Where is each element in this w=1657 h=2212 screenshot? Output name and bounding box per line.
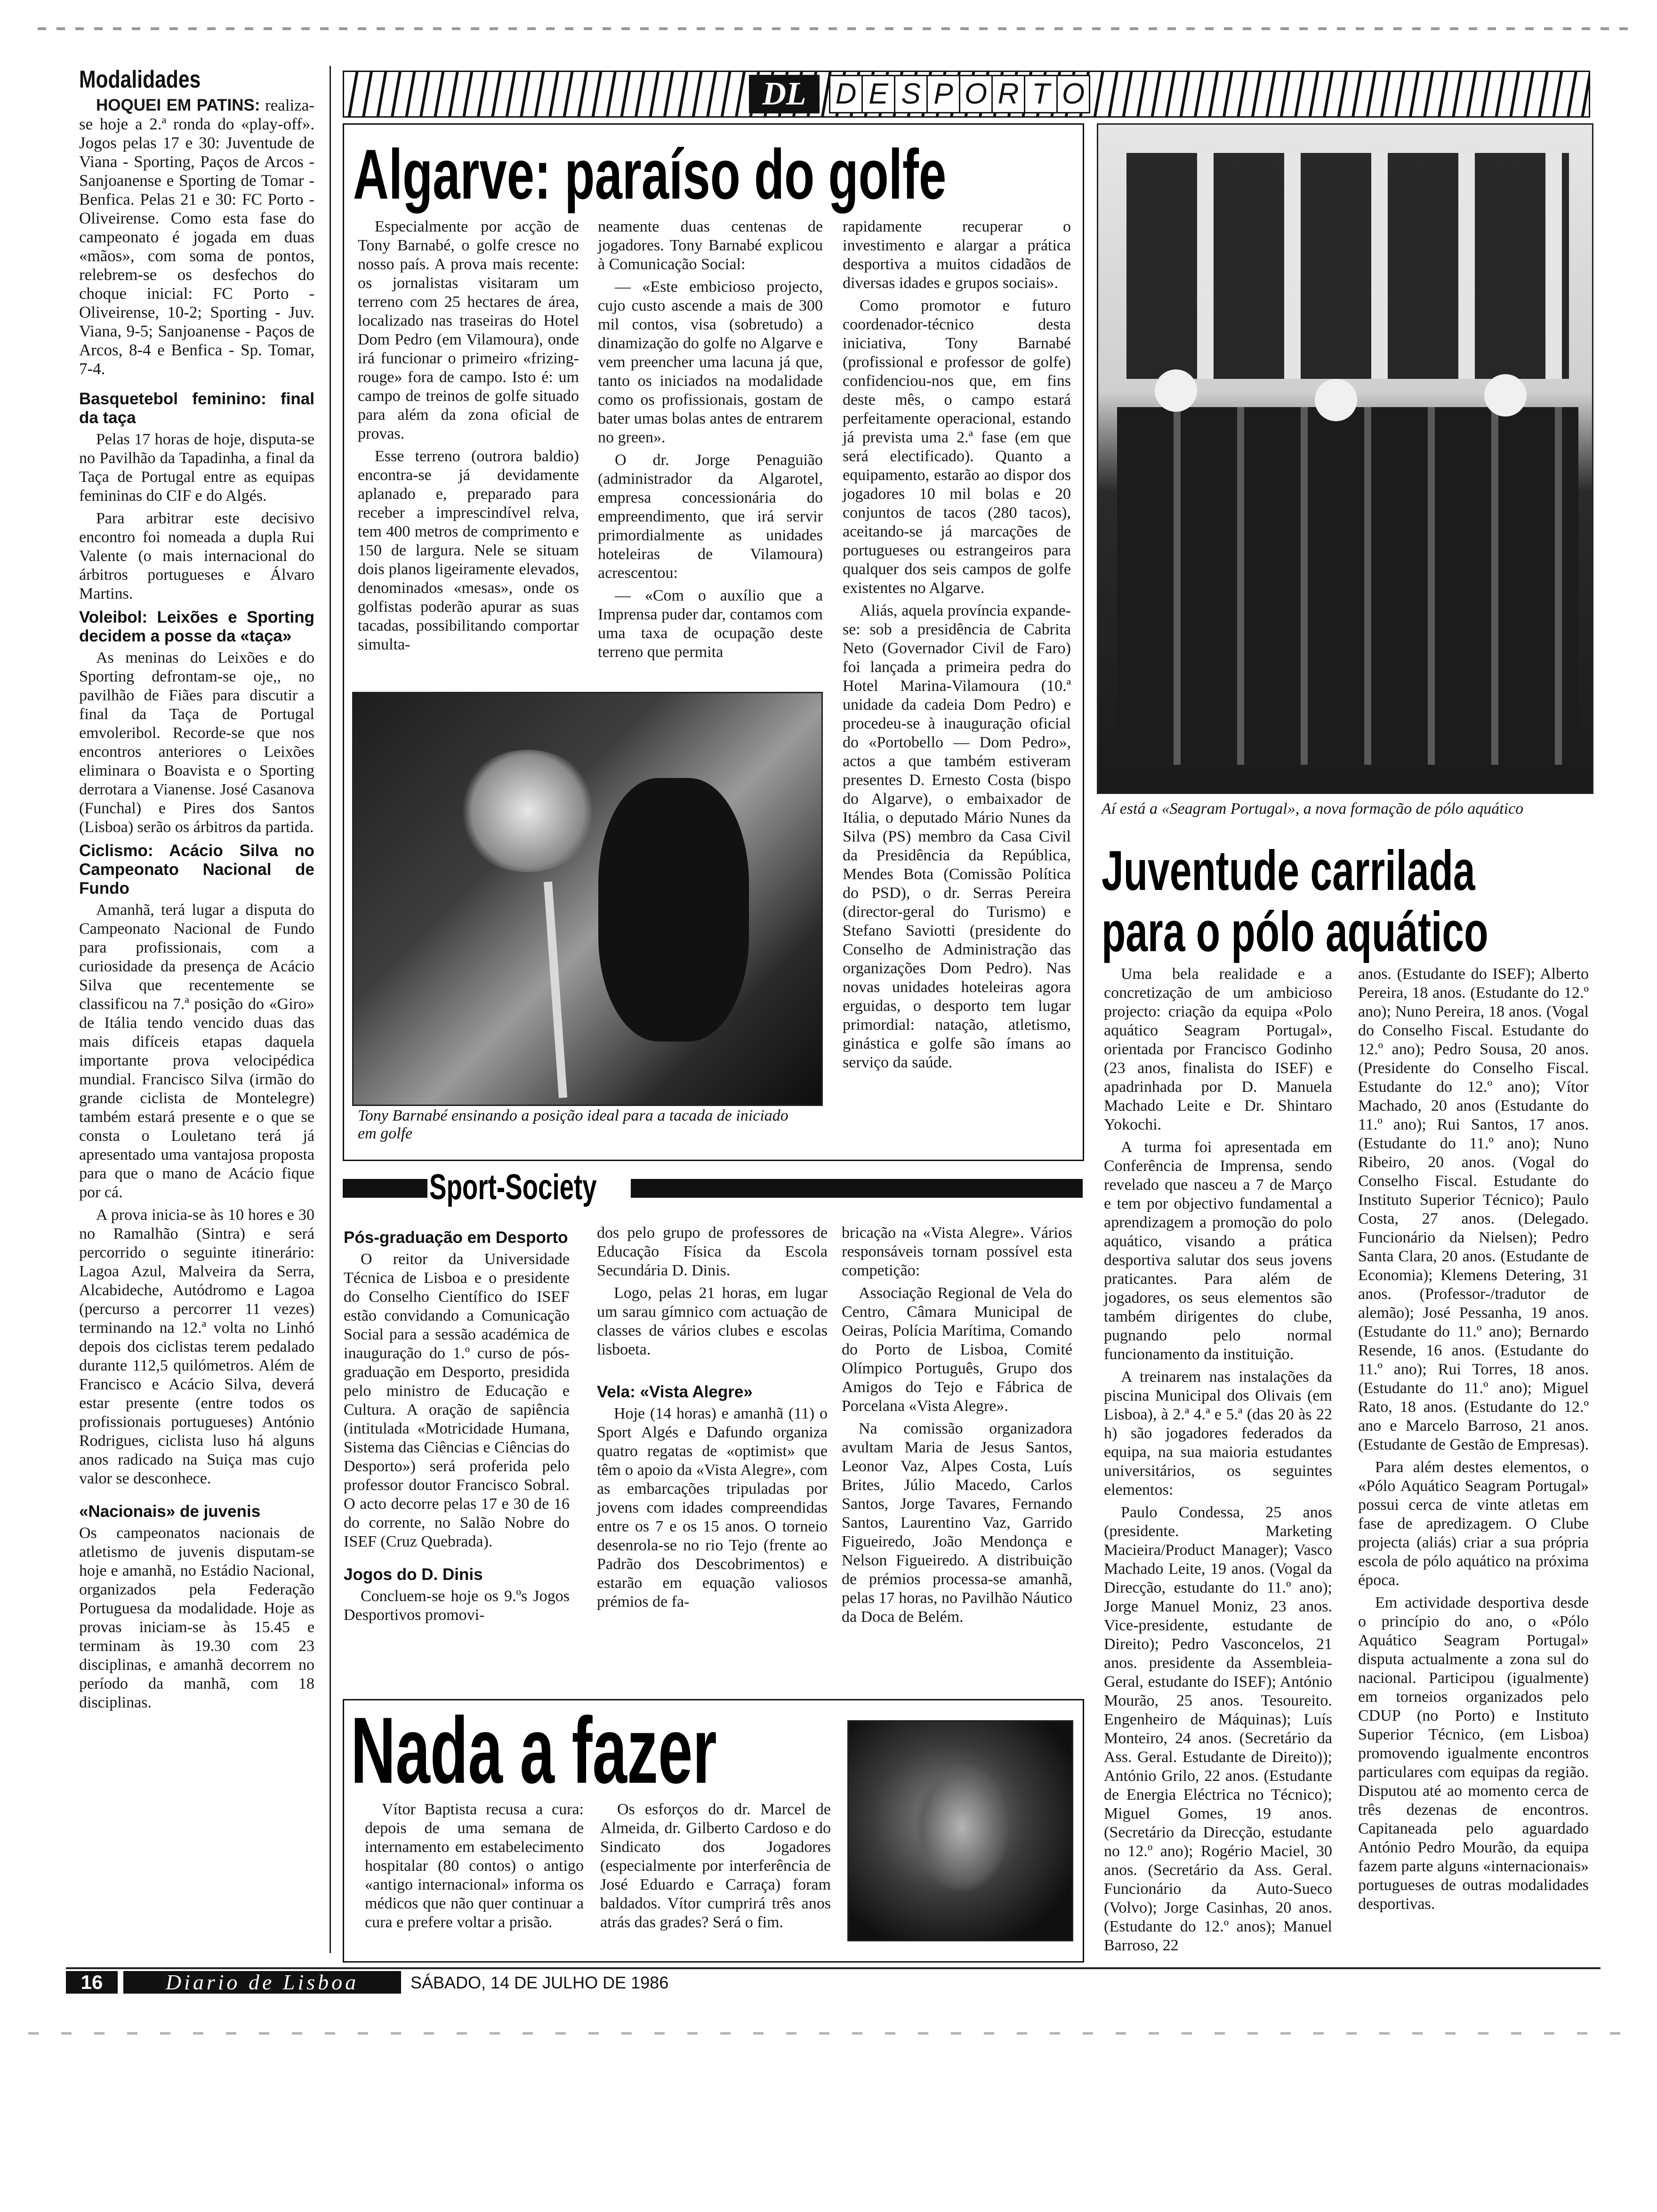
society-bar-right — [631, 1179, 1083, 1198]
society-col-2: dos pelo grupo de professores de Educação Física da Escola Secundária D. Dinis. Logo, pelas 21 horas, em lugar um sarau gímnico com actuação de classes de vários clubes e escolas lisboeta. Vela: «Vista Alegre» Hoje (14 horas) e amanhã (11) o Sport Algés e Dafundo organiza quatro regatas de «optimist» que têm o apoio da «Vista Alegre», com as embarcações tripuladas por jovens com idades compreendidas entre os 7 e os 15 anos. O torneio desenrola-se no rio Tejo (frente ao Padrão dos Descobrimentos) e estarão em equação valiosos prémios de fa- — [597, 1224, 828, 1611]
basket-p2: Para arbitrar este decisivo encontro foi nomeada a dupla Rui Valente (o mais internacional do árbitros portugueses e Álvaro Martins. — [79, 510, 314, 602]
section-letter: O — [1056, 75, 1090, 113]
section-logo: DL — [749, 75, 820, 113]
golf-headline: Algarve: paraíso do golfe — [353, 135, 947, 214]
juvenis-title: «Nacionais» de juvenis — [79, 1502, 261, 1521]
juvenis-p1: Os campeonatos nacionais de atletismo de juvenis disputam-se hoje e amanhã, no Estádio Nacional, organizados pela Federação Portuguesa da modalidade. Hoje as provas iniciam-se às 15.45 e terminam às 19.30 com 23 disciplinas, e amanhã decorrem no período da manhã, com 18 disciplinas. — [79, 1524, 314, 1711]
polo-headline-2: para o pólo aquático — [1102, 900, 1488, 963]
golf-col-2: neamente duas centenas de jogadores. Tony Barnabé explicou à Comunicação Social: — «Este embicioso projecto, cujo custo ascende a mais de 300 mil contos, visa (sobretudo) a dinamização do golfe no Algarve e vem preencher uma lacuna já que, tanto os iniciados na modalidade como os profissionais, gostam de bater umas bolas antes de entrarem no green». O dr. Jorge Penaguião (administrador da Algarotel, empresa concessionária do empreendimento, que irá servir primordialmente as unidades hoteleiras de Vilamoura) acrescentou: — «Com o auxílio que a Imprensa puder dar, contamos com uma taxa de ocupação deste terreno que permita — [598, 218, 823, 661]
volley-p1: As meninas do Leixões e do Sporting defrontam-se oje,, no pavilhão de Fiães para discutir a final da Taça de Portugal emvoleribol. Recorde-se que nos encontros anteriores o Leixões eliminara o Boavista e o Sporting derrotara a Vianense. José Casanova (Funchal) e Pires dos Santos (Lisboa) serão os árbitros da partida. — [79, 649, 314, 836]
page-number: 16 — [66, 1971, 118, 1994]
nada-col-1: Vítor Baptista recusa a cura: depois de uma semana de internamento em estabelecimento hospitalar (80 contos) o antigo «antigo internacional» informa os médicos que não quer continuar a cura e prefere voltar a prisão. — [365, 1801, 584, 1931]
bottom-scan-marks — [28, 2032, 1629, 2035]
polo-col-1: Uma bela realidade e a concretização de um ambicioso projecto: criação da equipa «Polo aquático Seagram Portugal», orientada por Francisco Godinho (23 anos, finalista do ISEF) e apadrinhada por D. Manuela Machado Leite e Dr. Shintaro Yokochi. A turma foi apresentada em Conferência de Imprensa, sendo revelado que nasceu a 7 de Março e tem por objectivo fundamental a aprendizagem a promoção do polo aquático, visando a prática desportiva salutar dos seus jovens praticantes. Para além de jogadores, os seus elementos são também dirigentes do clube, pugnando pelo normal funcionamento da instituição. A treinarem nas instalações da piscina Municipal dos Olivais (em Lisboa), à 2.ª 4.ª e 5.ª (das 20 às 22 h) são jogadores federados da equipa, na sua maioria estudantes universitários, os seguintes elementos: Paulo Condessa, 25 anos (presidente. Marketing Macieira/Product Manager); Vasco Machado Leite, 19 anos. (Vogal da Direcção, estudante do 11.º ano); Jorge Manuel Moniz, 23 anos. Vice-presidente, estudante de Direito); Pedro Vasconcelos, 21 anos. presidente da Assembleia-Geral, estudante do ISEF); António Mourão, 25 anos. Tesoureito. Engenheiro de Máquinas); Luís Monteiro, 24 anos. (Secretário da Ass. Geral. Estudante de Direito)); António Grilo, 22 anos. (Estudante de Energia Eléctrica no Técnico); Miguel Gomes, 19 anos. (Secretário da Direcção, estudante no 12.º ano); Rogério Maciel, 30 anos. (Secretário da Ass. Geral. Funcionário da Auto-Sueco (Volvo); Jorge Casinhas, 20 anos. (Estudante do 12.º anos); Manuel Barroso, 22 — [1104, 965, 1332, 1954]
polo-headline-1: Juventude carrilada — [1102, 839, 1475, 902]
footer-rule — [66, 1967, 1601, 1969]
polo-col-2: anos. (Estudante do ISEF); Alberto Pereira, 18 anos. (Estudante do 12.º ano); Nuno Pereira, 18 anos. (Vogal do Conselho Fiscal. Estudante do 12.º ano); Pedro Sousa, 20 anos. (Presidente do Conselho Fiscal. Estudante do 12.º ano); Vítor Machado, 20 anos (Estudante do 11.º ano); Rui Santos, 17 anos. (Estudante do 11.º ano); Nuno Ribeiro, 20 anos. (Vogal do Conselho Fiscal. Estudante do Instituto Superior Técnico); Paulo Costa, 27 anos. (Delegado. Funcionário da Nielsen); Pedro Santa Clara, 20 anos. (Estudante de Economia); Klemens Detering, 31 anos. (Professor-/tradutor de alemão); José Pessanha, 19 anos. (Estudante do 11.º ano); Bernardo Resende, 16 anos. (Estudante do 11.º ano); Rui Torres, 18 anos. (Estudante do 11.º ano); Miguel Rato, 18 anos. (Estudante do 12.º ano e Marcelo Barroso, 21 anos. (Estudante de Gestão de Empresas). Para além destes elementos, o «Pólo Aquático Seagram Portugal» possui cerca de vinte atletas em fase de apredizagem. O Clube projecta (aliás) criar a sua própria escola de pólo aquático na próxima época. Em actividade desportiva desde o princípio do ano, o «Pólo Aquático Seagram Portugal» disputa actualmente a zona sul do nacional. Participou (igualmente) em torneios organizados pelo CDUP (no Porto) e Instituto Superior Técnico, (em Lisboa) promovendo igualmente encontros particulares com equipas da região. Disputou até ao momento cerca de três dezenas de encontros. Capitaneada pelo aguardado António Pedro Mourão, da equipa fazem parte alguns «internacionais» portugueses de outras modalidades desportivas. — [1358, 965, 1589, 1913]
cycling-p1: Amanhã, terá lugar a disputa do Campeonato Nacional de Fundo para profissionais, com a curiosidade da presença de Acácio Silva que recentemente se classificou na 7.ª posição do «Giro» de Itália tendo vencido duas das mais difíceis etapas daquela importante prova velocipédica mundial. Francisco Silva (irmão do grande ciclista de Montelegre) também estará presente e o que se consta o Louletano terá já apresentado uma vantajosa proposta para que o mano de Acácio fique por cá. — [79, 901, 314, 1201]
footer-date: SÁBADO, 14 DE JULHO DE 1986 — [410, 1973, 669, 1992]
society-bar-left — [343, 1179, 427, 1198]
golf-photo — [352, 692, 823, 1106]
section-letter: P — [926, 75, 960, 113]
polo-photo — [1097, 123, 1593, 794]
sidebar-title: Modalidades — [79, 66, 201, 93]
sidebar — [79, 66, 314, 1716]
section-letter: E — [861, 75, 895, 113]
cycling-p2: A prova inicia-se às 10 hores e 30 no Ramalhão (Sintra) e será percorrido o seguinte itinerário: Lagoa Azul, Malveira da Serra, Alcabideche, Autódromo e Lagoa (percurso a percorrer 11 vezes) terminando na 12.ª volta no Linhó depois dos ciclistas terem pedalado durante 112,5 quilómetros. Além de Francisco e Acácio Silva, deverá estar presente (entre todos os profissionais portugueses) António Rodrigues, ciclista luso há alguns anos radicado na Suiça mas cujo valor se desconhece. — [79, 1206, 314, 1487]
section-letters — [829, 75, 1090, 113]
basket-title: Basquetebol feminino: final da taça — [79, 390, 314, 427]
society-col-1: Pós-graduação em Desporto O reitor da Universidade Técnica de Lisboa e o presidente do Conselho Científico do ISEF estão convidando a Comunicação Social para a sessão académica de inauguração do 1.º curso de pós-graduação em Desporto, presidida pelo ministro de Educação e Cultura. A oração de sapiência (intitulada «Motricidade Humana, Sistema das Ciências e Ciências do Desporto») será proferida pelo professor doutor Francisco Sobral. O acto decorre pelas 17 e 30 de 16 do corrente, no Salão Nobre do ISEF (Cruz Quebrada). Jogos do D. Dinis Concluem-se hoje os 9.ºs Jogos Desportivos promovi- — [344, 1228, 570, 1624]
section-letter: T — [1024, 75, 1058, 113]
hockey-text: realiza-se hoje a 2.ª ronda do «play-off». Jogos pelas 17 e 30: Juventude de Viana - Sporting, Paços de Arcos - Sanjoanense e Sporting de Tomar - Benfica. Pelas 21 e 30: FC Porto - Oliveirense. Como esta fase do campeonato é jogada em duas «mãos», com soma de pontos, relebrem-se os desfechos do choque inicial: FC Porto - Oliveirense, 10-2; Sporting - Juv. Viana, 9-5; Sanjoanense - Paços de Arcos, 8-4 e Benfica - Sp. Tomar, 7-4. — [79, 96, 314, 378]
section-letter: D — [829, 75, 863, 113]
polo-caption: Aí está a «Seagram Portugal», a nova formação de pólo aquático — [1102, 800, 1524, 817]
top-scan-marks — [38, 27, 1629, 30]
basket-p1: Pelas 17 horas de hoje, disputa-se no Pavilhão da Tapadinha, a final da Taça de Portugal entre as equipas femininas do CIF e do Algés. — [79, 431, 314, 505]
section-letter: R — [991, 75, 1025, 113]
sidebar-divider — [330, 66, 331, 1953]
golf-caption: Tony Barnabé ensinando a posição ideal para a tacada de iniciado em golfe — [358, 1107, 788, 1142]
nada-headline: Nada a fazer — [351, 1698, 717, 1803]
golf-col-1: Especialmente por acção de Tony Barnabé, o golfe cresce no nosso país. A prova mais recente: os jornalistas visitaram um terreno com 25 hectares de área, localizado nas traseiras do Hotel Dom Pedro (em Vilamoura), onde irá funcionar o primeiro «frizing-rouge» fora de campo. Isto é: um campo de treinos de golfe situado para além da zona oficial de provas. Esse terreno (outrora baldio) encontra-se já devidamente aplanado e, preparado para receber a imprescindível relva, tem 400 metros de comprimento e 150 de largura. Nele se situam dois planos ligeiramente elevados, denominados «mesas», onde os golfistas poderão apurar as suas tacadas, possibilitando comportar simulta- — [358, 218, 579, 653]
nada-col-2: Os esforços do dr. Marcel de Almeida, dr. Gilberto Cardoso e do Sindicato dos Jogadores (especialmente por interferência de José Eduardo e Carraça) foram baldados. Vítor cumprirá três anos atrás das grades? Será o fim. — [600, 1801, 831, 1931]
section-letter: S — [894, 75, 928, 113]
section-letter: O — [959, 75, 993, 113]
masthead: Diario de Lisboa — [123, 1971, 401, 1994]
society-col-3: bricação na «Vista Alegre». Vários responsáveis tornam possível esta competição: Associação Regional de Vela do Centro, Câmara Municipal de Oeiras, Polícia Marítima, Comando do Porto de Lisboa, Comité Olímpico Português, Grupo dos Amigos do Tejo e Fábrica de Porcelana «Vista Alegre». Na comissão organizadora avultam Maria de Jesus Santos, Leonor Vaz, Alpes Costa, Luís Brites, Júlio Macedo, Carlos Santos, Jorge Tavares, Fernando Santos, Laurentino Vaz, Garrido Figueiredo, João Mendonça e Nelson Figueiredo. A distribuição de prémios processa-se amanhã, pelas 17 horas, no Pavilhão Náutico da Doca de Belém. — [842, 1224, 1072, 1626]
volley-title: Voleibol: Leixões e Sporting decidem a posse da «taça» — [79, 608, 314, 645]
hockey-lead: HOQUEI EM PATINS: — [96, 96, 260, 114]
golf-col-3: rapidamente recuperar o investimento e alargar a prática desportiva a muitos cidadãos de diversas idades e grupos sociais». Como promotor e futuro coordenador-técnico desta iniciativa, Tony Barnabé (profissional e professor de golfe) confidenciou-nos que, em fins deste mês, o campo estará perfeitamente operacional, estando já prevista uma 2.ª fase (em que será electificado). Quanto a equipamento, estarão ao dispor dos jogadores 10 mil bolas e 20 conjuntos de tacos (280 tacos), aceitando-se já marcações de portugueses ou estrangeiros para qualquer dos seis campos de golfe existentes no Algarve. Aliás, aquela província expande-se: sob a presidência de Cabrita Neto (Governador Civil de Faro) foi lançada a primeira pedra do Hotel Marina-Vilamoura (10.ª unidade da cadeia Dom Pedro) e procedeu-se à inauguração oficial do «Portobello — Dom Pedro», actos a que também estiveram presentes D. Ernesto Costa (bispo do Algarve), o embaixador de Itália, o deputado Mário Nunes da Silva (PS) membro da Casa Civil da Presidência da República, Mendes Bota (Comissão Política do PSD), o dr. Serras Pereira (director-geral do Turismo) e Stefano Saviotti (presidente do Conselho de Administração das organizações Dom Pedro). Nas novas unidades hoteleiras agora erguidas, o desporto tem lugar primordial: natação, atletismo, ginástica e golfe são ímans ao serviço da saúde. — [843, 218, 1071, 1071]
society-headline: Sport-Society — [429, 1167, 597, 1207]
cycling-title: Ciclismo: Acácio Silva no Campeonato Nacional de Fundo — [79, 842, 314, 898]
section-banner — [343, 71, 1590, 118]
nada-photo — [847, 1720, 1073, 1941]
